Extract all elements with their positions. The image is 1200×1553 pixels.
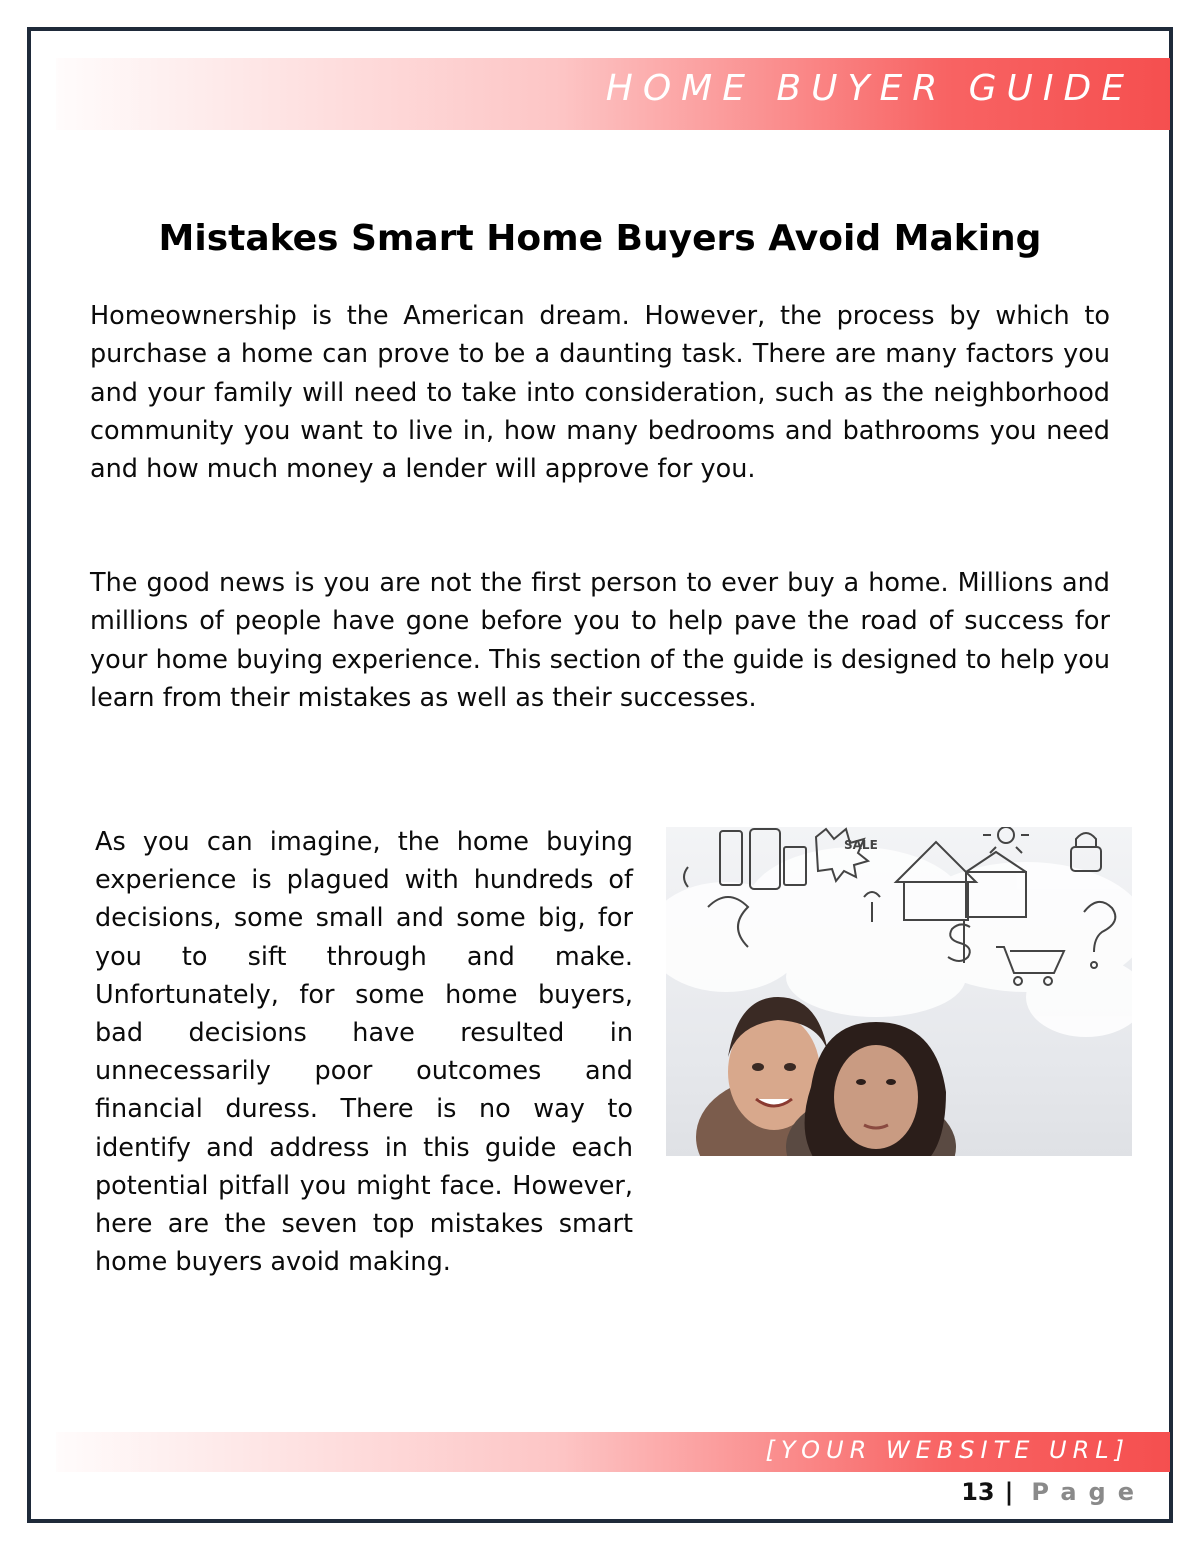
couple-dreaming-photo — [666, 827, 1132, 1156]
header-title: HOME BUYER GUIDE — [605, 68, 1134, 109]
good-news-paragraph: The good news is you are not the first person to ever buy a home. Millions and millions of people have gone before you to help pave the road of success for your home buying experience. This section of the guide is designed to help you learn from their mistakes as well as their successes. — [90, 568, 1110, 713]
cloud-shapes — [666, 847, 1132, 1037]
page-separator: | — [1004, 1478, 1014, 1506]
decisions-paragraph: As you can imagine, the home buying experience is plagued with hundreds of decisions, some small and some big, for you to sift through and make. Unfortunately, for some home buyers, bad decisions have resulted in unnecessarily poor outcomes and financial duress. There is no way to identify and address in this guide each potential pitfall you might face. However, here are the seven top mistakes smart home buyers avoid making. — [95, 827, 633, 1278]
footer-banner — [56, 1432, 1170, 1472]
header-banner — [56, 58, 1170, 130]
couple-illustration — [666, 827, 1132, 1156]
sale-sketch-label: SALE — [844, 838, 878, 852]
page-word: Page — [1031, 1478, 1146, 1506]
intro-paragraph: Homeownership is the American dream. However, the process by which to purchase a home can prove to be a daunting task. There are many factors you and your family will need to take into consideration, such as the neighborhood community you want to live in, how many bedrooms and bathrooms you need and how much money a lender will approve for you. — [90, 301, 1110, 485]
website-url: [YOUR WEBSITE URL] — [765, 1436, 1130, 1464]
page-number: 13 — [961, 1478, 995, 1506]
page-title: Mistakes Smart Home Buyers Avoid Making — [158, 218, 1042, 259]
page-number-line — [961, 1478, 1146, 1506]
